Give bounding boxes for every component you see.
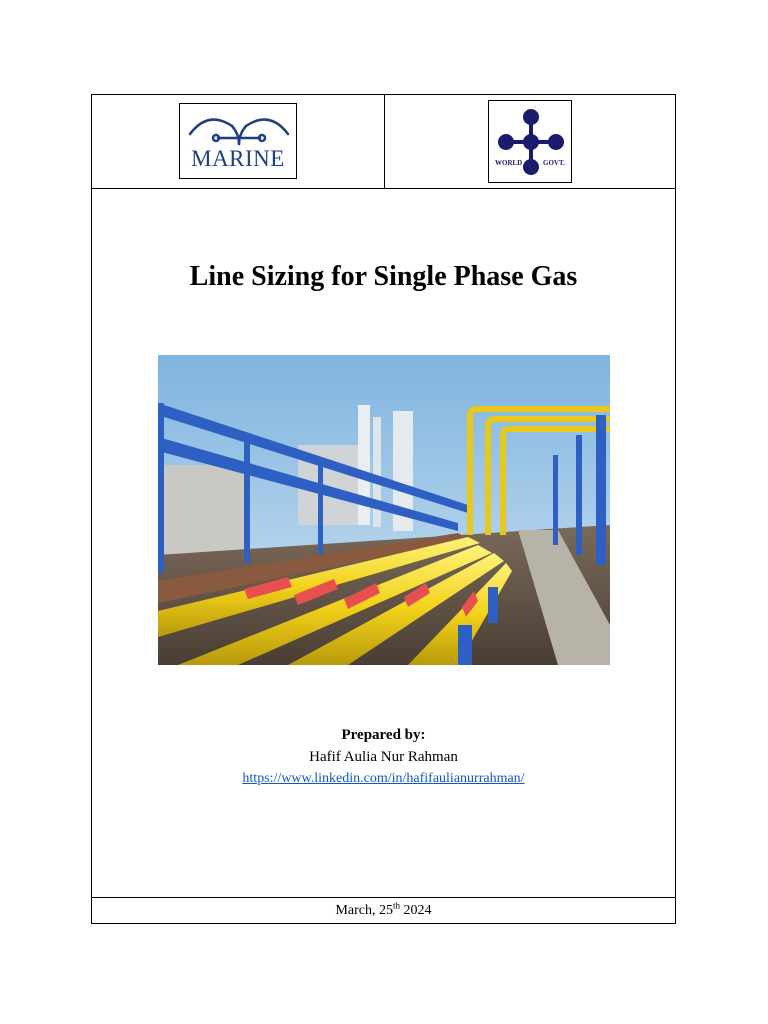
world-logo-left-text: WORLD — [495, 159, 523, 167]
marine-logo-text: MARINE — [191, 146, 285, 171]
linkedin-link[interactable]: https://www.linkedin.com/in/hafifaulianurrahman/ — [242, 771, 525, 786]
date-ordinal: th — [393, 900, 401, 911]
world-govt-logo — [488, 100, 572, 183]
linkedin-link-row — [92, 771, 675, 787]
author-name: Hafif Aulia Nur Rahman — [309, 749, 458, 765]
prepared-by-label: Prepared by: — [341, 727, 426, 743]
header-row — [92, 95, 675, 189]
document-title: Line Sizing for Single Phase Gas — [189, 261, 578, 292]
header-divider — [384, 95, 385, 189]
gas-pipeline-photo — [158, 355, 610, 665]
document-frame — [91, 94, 676, 924]
footer-date-row — [92, 897, 675, 923]
world-logo-right-text: GOVT. — [543, 159, 565, 167]
date-prefix: March, 25 — [335, 903, 394, 918]
world-govt-cross-icon — [489, 101, 573, 184]
marine-logo — [179, 103, 297, 179]
date-suffix: 2024 — [400, 903, 432, 918]
